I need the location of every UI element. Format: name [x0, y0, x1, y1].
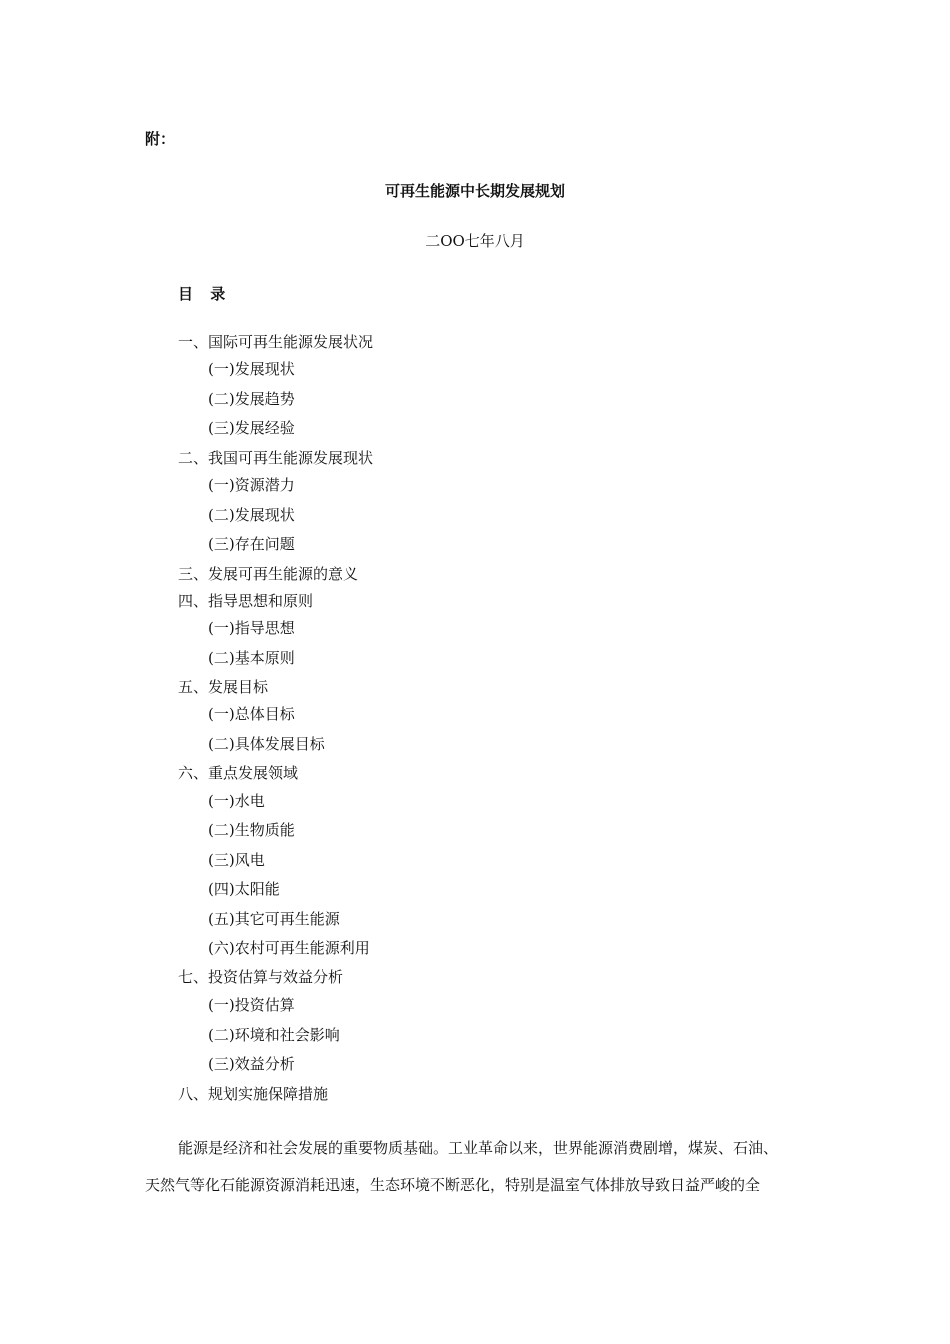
body-paragraph-line-1: 能源是经济和社会发展的重要物质基础。工业革命以来，世界能源消费剧增，煤炭、石油、	[178, 1139, 779, 1157]
toc-subsection-item: (一)投资估算	[208, 996, 295, 1014]
body-paragraph-line-2: 天然气等化石能源资源消耗迅速，生态环境不断恶化，特别是温室气体排放导致日益严峻的全	[145, 1176, 761, 1194]
attachment-label: 附：	[145, 130, 176, 148]
toc-subsection-item: (二)基本原则	[208, 649, 295, 667]
toc-subsection-item: (三)风电	[208, 851, 265, 869]
toc-section-item: 六、重点发展领域	[178, 764, 299, 782]
toc-section-item: 七、投资估算与效益分析	[178, 968, 344, 986]
toc-subsection-item: (三)发展经验	[208, 419, 295, 437]
toc-subsection-item: (五)其它可再生能源	[208, 910, 340, 928]
toc-subsection-item: (二)发展现状	[208, 506, 295, 524]
toc-subsection-item: (二)环境和社会影响	[208, 1026, 340, 1044]
toc-subsection-item: (六)农村可再生能源利用	[208, 939, 370, 957]
toc-subsection-item: (一)水电	[208, 792, 265, 810]
toc-subsection-item: (二)生物质能	[208, 821, 295, 839]
toc-subsection-item: (一)指导思想	[208, 619, 295, 637]
toc-section-item: 二、我国可再生能源发展现状	[178, 449, 374, 467]
toc-subsection-item: (四)太阳能	[208, 880, 280, 898]
toc-subsection-item: (一)总体目标	[208, 705, 295, 723]
toc-section-item: 五、发展目标	[178, 678, 269, 696]
toc-section-item: 四、指导思想和原则	[178, 592, 314, 610]
toc-section-item: 三、发展可再生能源的意义	[178, 565, 359, 583]
document-title: 可再生能源中长期发展规划	[384, 182, 565, 200]
toc-subsection-item: (一)发展现状	[208, 360, 295, 378]
toc-subsection-item: (一)资源潜力	[208, 476, 295, 494]
toc-subsection-item: (三)效益分析	[208, 1055, 295, 1073]
toc-section-item: 八、规划实施保障措施	[178, 1085, 329, 1103]
toc-subsection-item: (二)发展趋势	[208, 390, 295, 408]
toc-heading: 目 录	[178, 285, 232, 303]
document-date: 二OO七年八月	[425, 232, 525, 250]
toc-section-item: 一、国际可再生能源发展状况	[178, 333, 374, 351]
toc-subsection-item: (二)具体发展目标	[208, 735, 325, 753]
toc-subsection-item: (三)存在问题	[208, 535, 295, 553]
